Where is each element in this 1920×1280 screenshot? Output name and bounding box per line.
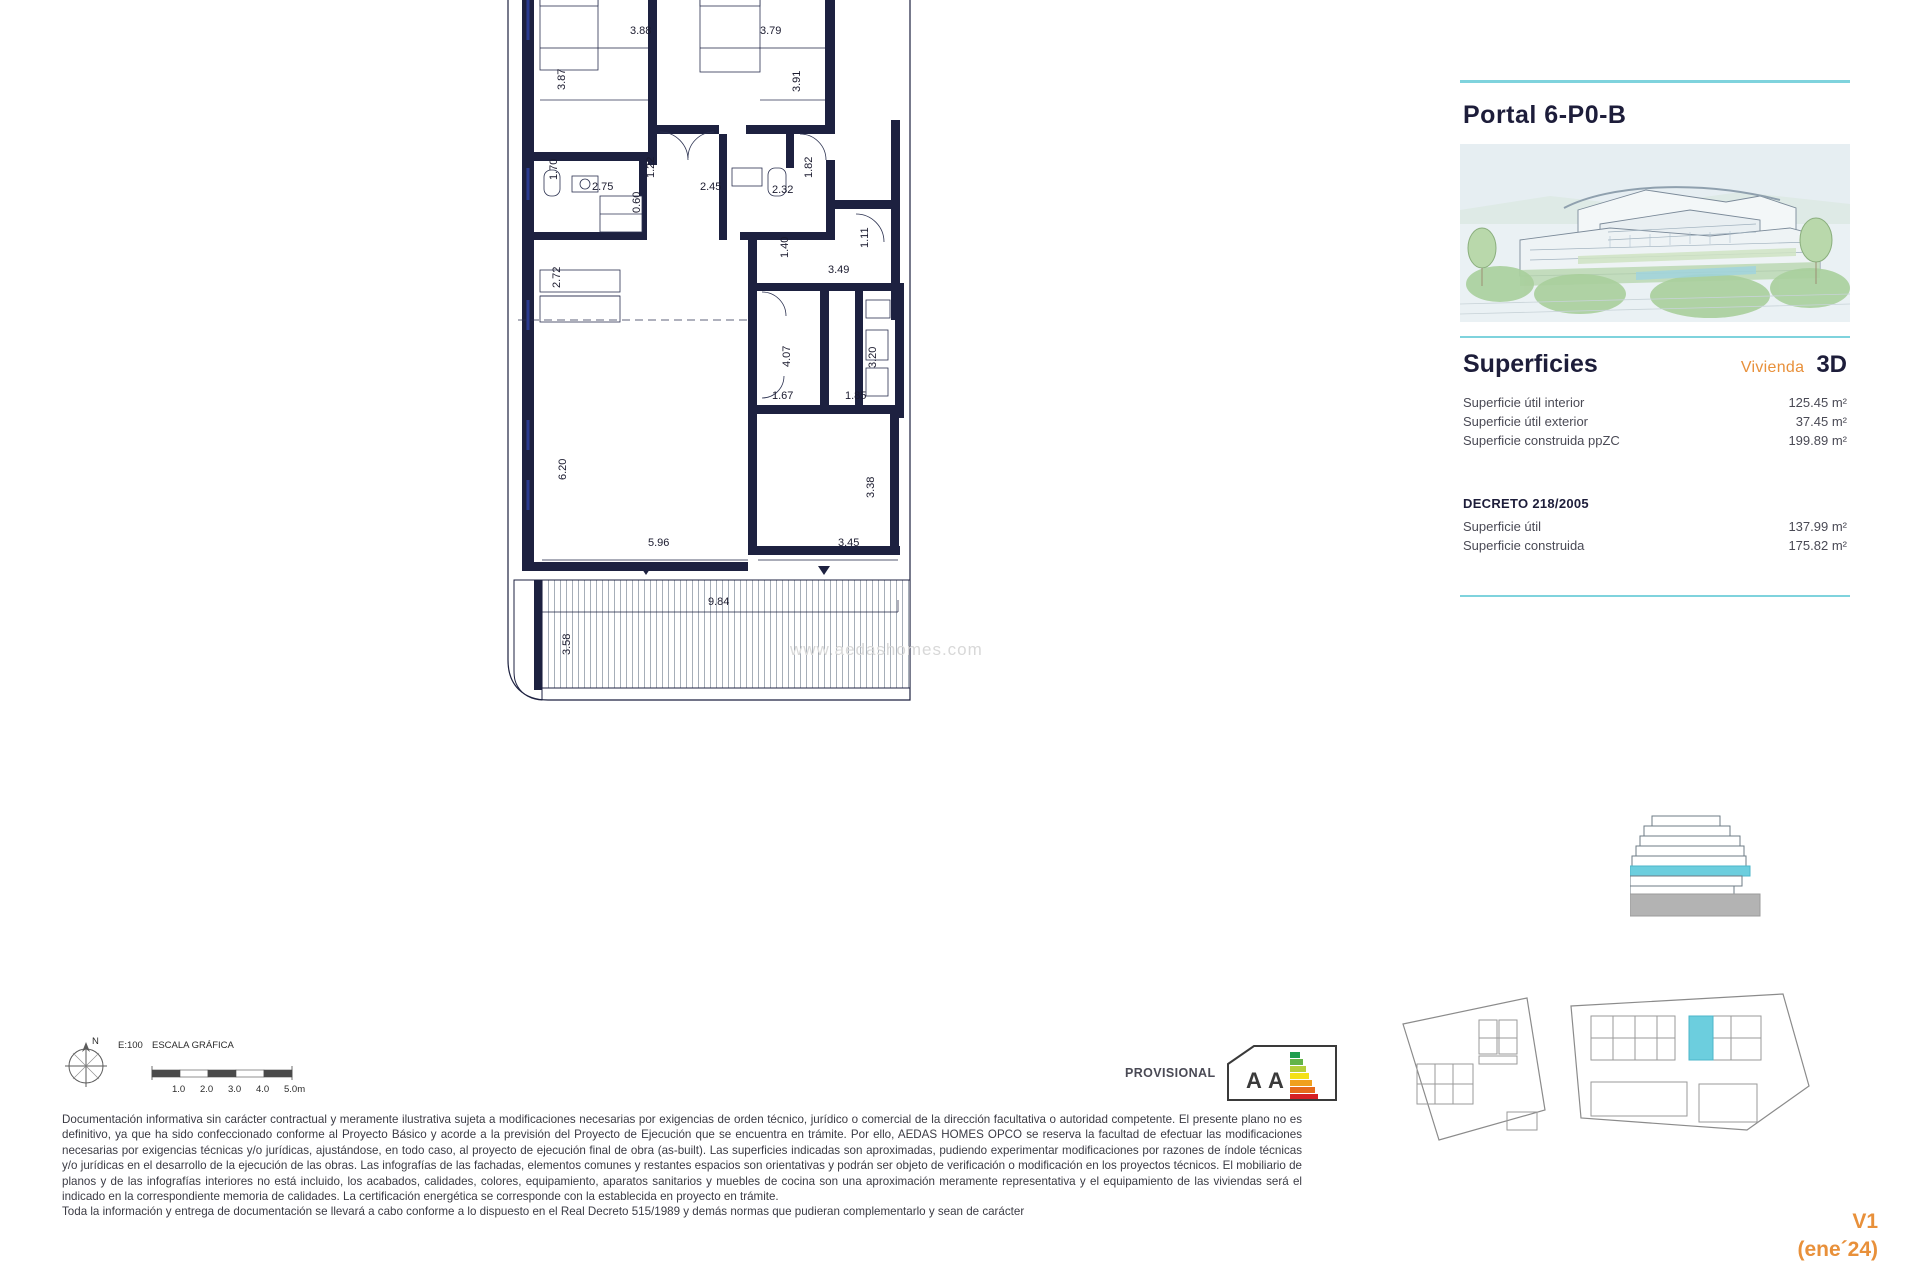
superficies-title: Superficies — [1463, 350, 1598, 378]
scale-tick-label: 3.0 — [228, 1084, 242, 1095]
plan-dimension: 1.11 — [859, 227, 871, 248]
plan-dimension: 3.58 — [561, 633, 573, 655]
plan-dimension: 3.45 — [838, 537, 860, 549]
superficies-header — [1463, 350, 1847, 379]
table-row — [1460, 412, 1850, 431]
version-code: V1 — [1852, 1210, 1878, 1233]
scale-tick-label: 5.0m — [284, 1084, 306, 1095]
scale-tick-label: 2.0 — [200, 1084, 214, 1095]
row-label: Superficie útil — [1463, 519, 1542, 534]
plan-dimension: 1.67 — [772, 390, 794, 402]
version-block — [1797, 1210, 1878, 1262]
vivienda-value: 3D — [1816, 351, 1847, 378]
decreto-title: DECRETO 218/2005 — [1463, 496, 1589, 511]
table-row — [1460, 517, 1850, 536]
plan-dimension: 3.88 — [630, 25, 652, 37]
floor-plan — [500, 0, 1100, 950]
version-date: (ene´24) — [1797, 1238, 1878, 1261]
site-location-diagram — [1395, 990, 1815, 1150]
plan-dimension: 3.49 — [828, 264, 850, 276]
plan-dimension: 3.91 — [791, 70, 803, 92]
row-value: 175.82 m² — [1788, 538, 1847, 553]
panel-bottom-rule — [1460, 595, 1850, 597]
scale-bar — [152, 1066, 292, 1080]
building-render-image — [1460, 144, 1850, 322]
plan-dimension: 1.82 — [803, 156, 815, 178]
row-value: 137.99 m² — [1788, 519, 1847, 534]
row-label: Superficie útil interior — [1463, 395, 1585, 410]
disclaimer-text — [62, 1112, 1302, 1220]
superficies-top-rule — [1460, 336, 1850, 338]
north-icon — [65, 1036, 107, 1087]
disclaimer-paragraph: Toda la información y entrega de documentación se llevará a cabo conforme a lo dispuesto en el Real Decreto 515/1989 y demás normas que pudieran complementarlo y sean de carácter — [62, 1205, 1025, 1219]
terrain-block — [1630, 894, 1760, 916]
plan-dimension: 4.07 — [781, 345, 793, 367]
plan-dimension: 1.70 — [548, 158, 560, 180]
svg-text:A: A — [1267, 1068, 1284, 1093]
scale-and-north — [60, 1032, 480, 1102]
plan-furniture — [540, 0, 890, 396]
svg-text:A: A — [1245, 1068, 1262, 1093]
table-row — [1460, 393, 1850, 412]
provisional-label: PROVISIONAL — [1125, 1066, 1216, 1080]
plan-dimension: 9.84 — [708, 596, 730, 608]
table-row — [1460, 536, 1850, 555]
plan-dimension: 1.85 — [845, 390, 867, 402]
floor-plan-drawing — [500, 0, 1100, 950]
portal-title: Portal 6-P0-B — [1463, 101, 1627, 129]
plan-dimension: 3.79 — [760, 25, 782, 37]
row-label: Superficie construida ppZC — [1463, 433, 1620, 448]
superficies-rows — [1460, 393, 1850, 450]
row-label: Superficie construida — [1463, 538, 1585, 553]
building-section-diagram — [1630, 810, 1800, 940]
highlighted-plot — [1689, 1016, 1713, 1060]
row-value: 37.45 m² — [1795, 414, 1847, 429]
info-panel — [1460, 80, 1850, 597]
row-value: 125.45 m² — [1788, 395, 1847, 410]
row-value: 199.89 m² — [1788, 433, 1847, 448]
plan-dimension: 2.32 — [772, 184, 794, 196]
plan-dimension: 6.20 — [557, 458, 569, 480]
decreto-block — [1460, 496, 1850, 555]
plan-dimension: 2.72 — [551, 266, 563, 288]
plan-dimension: 0.60 — [631, 191, 643, 213]
row-label: Superficie útil exterior — [1463, 414, 1588, 429]
plan-dimension: 2.45 — [700, 181, 722, 193]
table-row — [1460, 431, 1850, 450]
highlighted-floor — [1630, 866, 1750, 876]
scale-tick-label: 1.0 — [172, 1084, 186, 1095]
plan-dimension: 1.22 — [645, 156, 657, 178]
plan-dimension: 3.20 — [867, 346, 879, 368]
svg-text:ESCALA GRÁFICA: ESCALA GRÁFICA — [152, 1040, 234, 1051]
vivienda-label: Vivienda — [1740, 359, 1805, 376]
scale-tick-label: 4.0 — [256, 1084, 270, 1095]
plan-dimension: 1.40 — [779, 236, 791, 258]
plan-dimension: 3.87 — [556, 68, 568, 90]
panel-top-rule — [1460, 80, 1850, 83]
energy-certificate — [1125, 1040, 1365, 1106]
svg-text:E:100: E:100 — [118, 1040, 143, 1051]
plan-dimension: 2.75 — [592, 181, 614, 193]
plan-dimension: 3.38 — [865, 476, 877, 498]
energy-label-icon — [1224, 1042, 1342, 1104]
watermark: www.aedashomes.com — [790, 640, 983, 659]
plan-dimension: 5.96 — [648, 537, 670, 549]
disclaimer-paragraph: Documentación informativa sin carácter contractual y meramente ilustrativa sujeta a modificaciones necesarias por exigencias de orden técnico, jurídico o comercial de la dirección facultativa o autoridad competente. El presente plano no es definitivo, ya que ha sido confeccionado conforme al Proyecto Básico y acorde a la previsión del Proyecto de Ejecución que se encuentra en trámite. Por ello, AEDAS HOMES OPCO se reserva la facultad de efectuar las modificaciones necesarias por exigencias técnicas y/o jurídicas, ajustándose, en todo caso, al proyecto de ejecución final de obra (as-built). Las superficies indicadas son aproximadas, pudiendo experimentar modificaciones por razones de índole técnicas y/o jurídicas en el desarrollo de la ejecución de las obras. Las infografías de las fachadas, elementos comunes y restantes espacios son orientativas y podrán ser objeto de verificación o modificación en los proyectos técnicos. El mobiliario de planos y de las infografías interiores no está incluido, los acabados, calidades, colores, equipamiento, aparatos sanitarios y muebles de cocina son una aproximación meramente representativa y el equipamiento de las viviendas será el indicado en la correspondiente memoria de calidades. La certificación energética se corresponde con la establecida en proyecto en trámite. — [62, 1113, 1302, 1204]
svg-text:N: N — [92, 1036, 99, 1047]
